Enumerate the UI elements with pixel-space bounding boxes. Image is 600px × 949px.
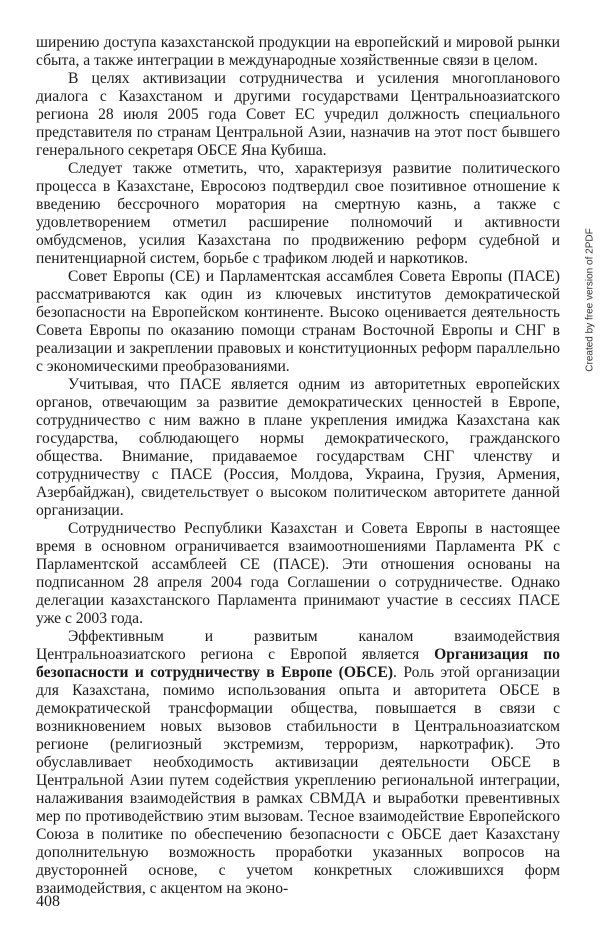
watermark-text: Created by free version of 2PDF (584, 228, 596, 372)
watermark-note (582, 228, 598, 372)
page-number: 408 (36, 893, 60, 910)
osce-term: Организация по безопасности и сотрудничеству в Европе (ОБСЕ) (36, 646, 560, 681)
body-text (36, 34, 560, 898)
paragraph-7 (36, 628, 560, 898)
paragraph-1: ширению доступа казахстанской продукции на европейский и мировой рынки сбыта, а также интеграции в международные хозяйственные связи в целом. (36, 34, 560, 69)
paragraph-7-body: . Роль этой организации для Казахстана, помимо использования опыта и авторитета ОБСЕ в демократической трансформации общества, повышается в связи с возникновением новых вызовов стабильности в Центральноазиатском регионе (религиозный экстремизм, терроризм, наркотрафик). Это обуславливает необходимость активизации деятельности ОБСЕ в Центральной Азии путем содействия укреплению региональной интеграции, налаживания взаимодействия в рамках СВМДА и выработки превентивных мер по противодействию этим вызовам. Тесное взаимодействие Европейского Союза в политике по обеспечению безопасности с ОБСЕ дает Казахстану дополнительную возможность проработки указанных вопросов на двусторонней основе, с учетом конкретных сложившихся форм взаимодействия, с акцентом на эконо- (36, 664, 560, 897)
paragraph-3: Следует также отметить, что, характеризуя развитие политического процесса в Казахстане, Евросоюз подтвердил свое позитивное отношение к введению бессрочного моратория на смертную казнь, а также с удовлетворением отметил расширение полномочий и активности омбудсменов, усилия Казахстана по продвижению реформ судебной и пенитенциарной систем, борьбе с трафиком людей и наркотиков. (36, 160, 560, 267)
paragraph-4: Совет Европы (СЕ) и Парламентская ассамблея Совета Европы (ПАСЕ) рассматриваются как один из ключевых институтов демократической безопасности на Европейском континенте. Высоко оценивается деятельность Совета Европы по оказанию помощи странам Восточной Европы и СНГ в реализации и закреплении правовых и конституционных реформ параллельно с экономическими преобразованиями. (36, 268, 560, 375)
paragraph-5: Учитывая, что ПАСЕ является одним из авторитетных европейских органов, отвечающим за развитие демократических ценностей в Европе, сотрудничество с ним важно в плане укрепления имиджа Казахстана как государства, соблюдающего нормы демократического, гражданского общества. Внимание, придаваемое государствам СНГ членству и сотрудничеству с ПАСЕ (Россия, Молдова, Украина, Грузия, Армения, Азербайджан), свидетельствует о высоком политическом авторитете данной организации. (36, 376, 560, 519)
paragraph-2: В целях активизации сотрудничества и усиления многопланового диалога с Казахстаном и другими государствами Центральноазиатского региона 28 июля 2005 года Совет ЕС учредил должность специального представителя по странам Центральной Азии, назначив на этот пост бывшего генерального секретаря ОБСЕ Яна Кубиша. (36, 70, 560, 159)
paragraph-7-intro: Эффективным и развитым каналом взаимодействия Центральноазиатского региона с Европой является (36, 628, 560, 663)
paragraph-6: Сотрудничество Республики Казахстан и Совета Европы в настоящее время в основном ограничивается взаимоотношениями Парламента РК с Парламентской ассамблеей СЕ (ПАСЕ). Эти отношения основаны на подписанном 28 апреля 2004 года Соглашении о сотрудничестве. Однако делегации казахстанского Парламента принимают участие в сессиях ПАСЕ уже с 2003 года. (36, 520, 560, 627)
